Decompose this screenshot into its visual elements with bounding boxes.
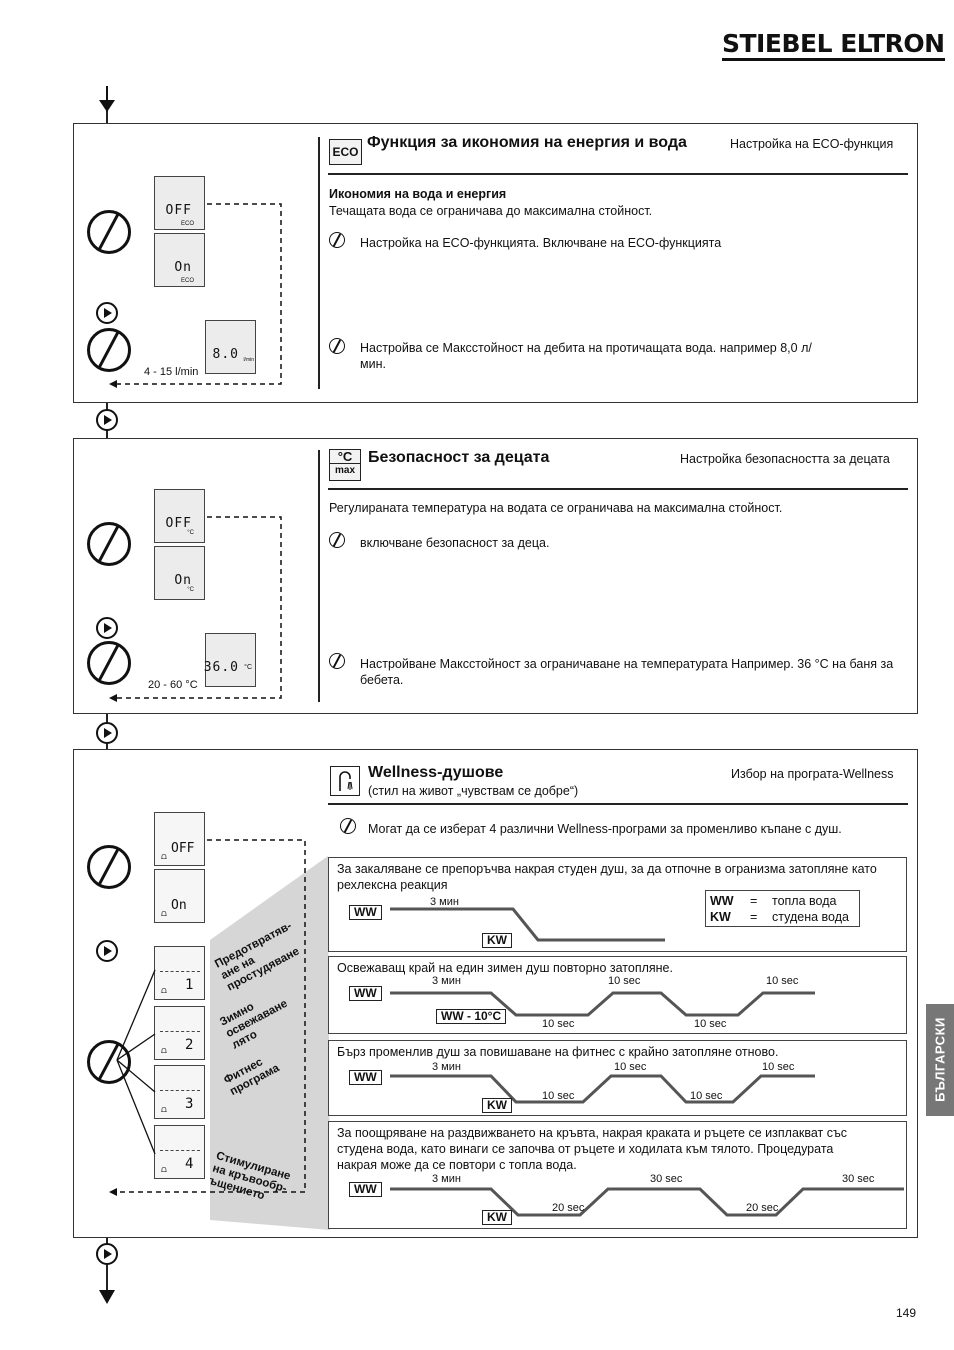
kw-tag: KW	[482, 1098, 512, 1113]
display-value: 8.0	[212, 347, 239, 362]
kw-tag: WW - 10°C	[436, 1009, 506, 1024]
wellness-title: Wellness-душове	[368, 764, 504, 781]
time-label: 3 мин	[432, 975, 461, 987]
time-label: 20 sec	[552, 1202, 585, 1214]
knob-icon	[340, 818, 356, 834]
program-label-1: Предотвратяв- ане на простудяване	[213, 920, 302, 994]
display-value: On	[174, 260, 192, 275]
legend-kw-key: KW	[710, 910, 731, 924]
ww-tag: WW	[349, 905, 382, 920]
child-title: Безопасност за децата	[368, 449, 550, 466]
child-step2: Настройване Максстойност за ограничаване на температурата Например. 36 °C на баня за бебета.	[360, 657, 894, 687]
shower-glyph	[331, 767, 359, 795]
time-label: 10 sec	[766, 975, 799, 987]
divider	[318, 137, 320, 389]
language-tab	[926, 1004, 954, 1116]
display-value: 1	[185, 977, 194, 993]
icon-bottom: max	[330, 463, 360, 477]
legend-kw-eq: =	[750, 910, 758, 924]
title-rule	[328, 803, 908, 805]
time-label: 3 мин	[432, 1173, 461, 1185]
display-unit: °C	[244, 664, 252, 671]
eco-subtitle: Настройка на ECO-функция	[730, 137, 894, 151]
arrow-down-icon	[96, 86, 118, 116]
time-label: 30 sec	[650, 1173, 683, 1185]
time-label: 3 мин	[430, 896, 459, 908]
wellness-subtitle: Избор на програта-Wellness	[731, 767, 894, 781]
page-number: 149	[896, 1306, 917, 1320]
waveform-1	[390, 909, 665, 940]
program-label-3: Фитнес програма	[222, 1056, 282, 1099]
eco-title: Функция за икономия на енергия и вода	[367, 134, 687, 151]
program-label-2: Зимно освежаване лято	[218, 997, 290, 1052]
time-label: 20 sec	[746, 1202, 779, 1214]
shower-mini-icon: ⩍	[161, 985, 167, 995]
title-rule	[328, 173, 908, 175]
legend-ww-eq: =	[750, 894, 758, 908]
display-value: OFF	[171, 841, 195, 856]
shower-icon	[330, 766, 360, 796]
dashed-loop	[107, 200, 287, 392]
ww-tag: WW	[349, 986, 382, 1001]
time-label: 10 sec	[694, 1018, 727, 1030]
knob-icon	[329, 338, 345, 354]
display-value: On	[171, 898, 187, 913]
time-label: 10 sec	[614, 1061, 647, 1073]
shower-mini-icon: ⩍	[161, 1164, 167, 1174]
wellness-intro: Могат да се изберат 4 различни Wellness-програми за променливо къпане с душ.	[368, 822, 842, 836]
play-icon	[96, 722, 118, 744]
play-icon	[96, 1243, 118, 1265]
eco-desc: Течащата вода се ограничава до максимална стойност.	[329, 204, 653, 218]
waveform-3	[390, 1076, 815, 1102]
shower-mini-icon: ⩍	[161, 908, 167, 918]
eco-range: 4 - 15 l/min	[144, 366, 199, 378]
display-value: 36.0	[203, 660, 239, 675]
program-1-text: За закаляване се препоръчва накрая студен душ, за да отпочне в огранизма затопляне като рехлексна реакция	[337, 862, 877, 892]
display-unit: ECO	[180, 221, 194, 227]
time-label: 3 мин	[432, 1061, 461, 1073]
time-label: 30 sec	[842, 1173, 875, 1185]
display-unit: l/min	[243, 357, 254, 363]
language-tab-label: БЪЛГАРСКИ	[932, 1017, 948, 1102]
display-value: OFF	[165, 516, 192, 531]
waveform-4	[390, 1189, 904, 1215]
program-3-text: Бърз променлив душ за повишаване на фитнес с крайно затопляне отново.	[337, 1045, 779, 1059]
shower-mini-icon: ⩍	[161, 1045, 167, 1055]
eco-heading: Икономия на вода и енергия	[329, 187, 507, 201]
program-label-4: Стимулиране на кръвообр- ъщението	[207, 1150, 292, 1203]
display-unit: °C	[187, 530, 194, 536]
eco-step2: Настройва се Максстойност на дебита на протичащата вода. например 8,0 л/мин.	[360, 341, 812, 371]
eco-icon: ECO	[329, 139, 362, 165]
dashed-loop	[107, 512, 287, 704]
knob-icon	[329, 653, 345, 669]
program-4-text: За поощряване на раздвижването на кръвта, накрая краката и ръцете се изплакват със студена вода, като винаги се започва от ръцете и ходилата към тялото. Процедурата накрая може да се повтори с топла вода.	[337, 1126, 848, 1172]
display-value: 2	[185, 1037, 194, 1053]
arrow-down-icon	[96, 1284, 118, 1310]
legend-kw-value: студена вода	[772, 910, 849, 924]
waveforms	[328, 856, 908, 1228]
kw-tag: KW	[482, 1210, 512, 1225]
child-desc: Регулираната температура на водата се ограничава на максимална стойност.	[329, 501, 783, 515]
icon-top: °C	[337, 449, 353, 464]
play-icon	[96, 409, 118, 431]
ww-tag: WW	[349, 1182, 382, 1197]
brand-logo: STIEBEL ELTRON	[722, 30, 945, 61]
time-label: 10 sec	[542, 1090, 575, 1102]
wellness-title-sub: (стил на живот „чувствам се добре“)	[368, 784, 579, 798]
ww-tag: WW	[349, 1070, 382, 1085]
time-label: 10 sec	[762, 1061, 795, 1073]
divider	[318, 450, 320, 702]
shower-mini-icon: ⩍	[161, 851, 167, 861]
eco-step1: Настройка на ECO-функцията. Включване на ECO-функцията	[360, 236, 722, 250]
child-range: 20 - 60 °C	[148, 679, 198, 691]
time-label: 10 sec	[690, 1090, 723, 1102]
display-unit: °C	[187, 587, 194, 593]
time-label: 10 sec	[542, 1018, 575, 1030]
shower-mini-icon: ⩍	[161, 1104, 167, 1114]
child-subtitle: Настройка безопасността за децата	[680, 452, 890, 466]
display-value: On	[174, 573, 192, 588]
title-rule	[328, 488, 908, 490]
legend-ww-value: топла вода	[772, 894, 837, 908]
time-label: 10 sec	[608, 975, 641, 987]
child-icon	[329, 449, 361, 481]
program-2-text: Освежаващ край на един зимен душ повторно затопляне.	[337, 961, 673, 975]
kw-tag: KW	[482, 933, 512, 948]
display-value: OFF	[165, 203, 192, 218]
knob-icon	[329, 532, 345, 548]
display-unit: ECO	[180, 278, 194, 284]
display-value: 4	[185, 1156, 194, 1172]
legend-ww-key: WW	[710, 894, 734, 908]
child-step1: включване безопасност за деца.	[360, 536, 550, 550]
display-value: 3	[185, 1096, 194, 1112]
knob-icon	[329, 232, 345, 248]
